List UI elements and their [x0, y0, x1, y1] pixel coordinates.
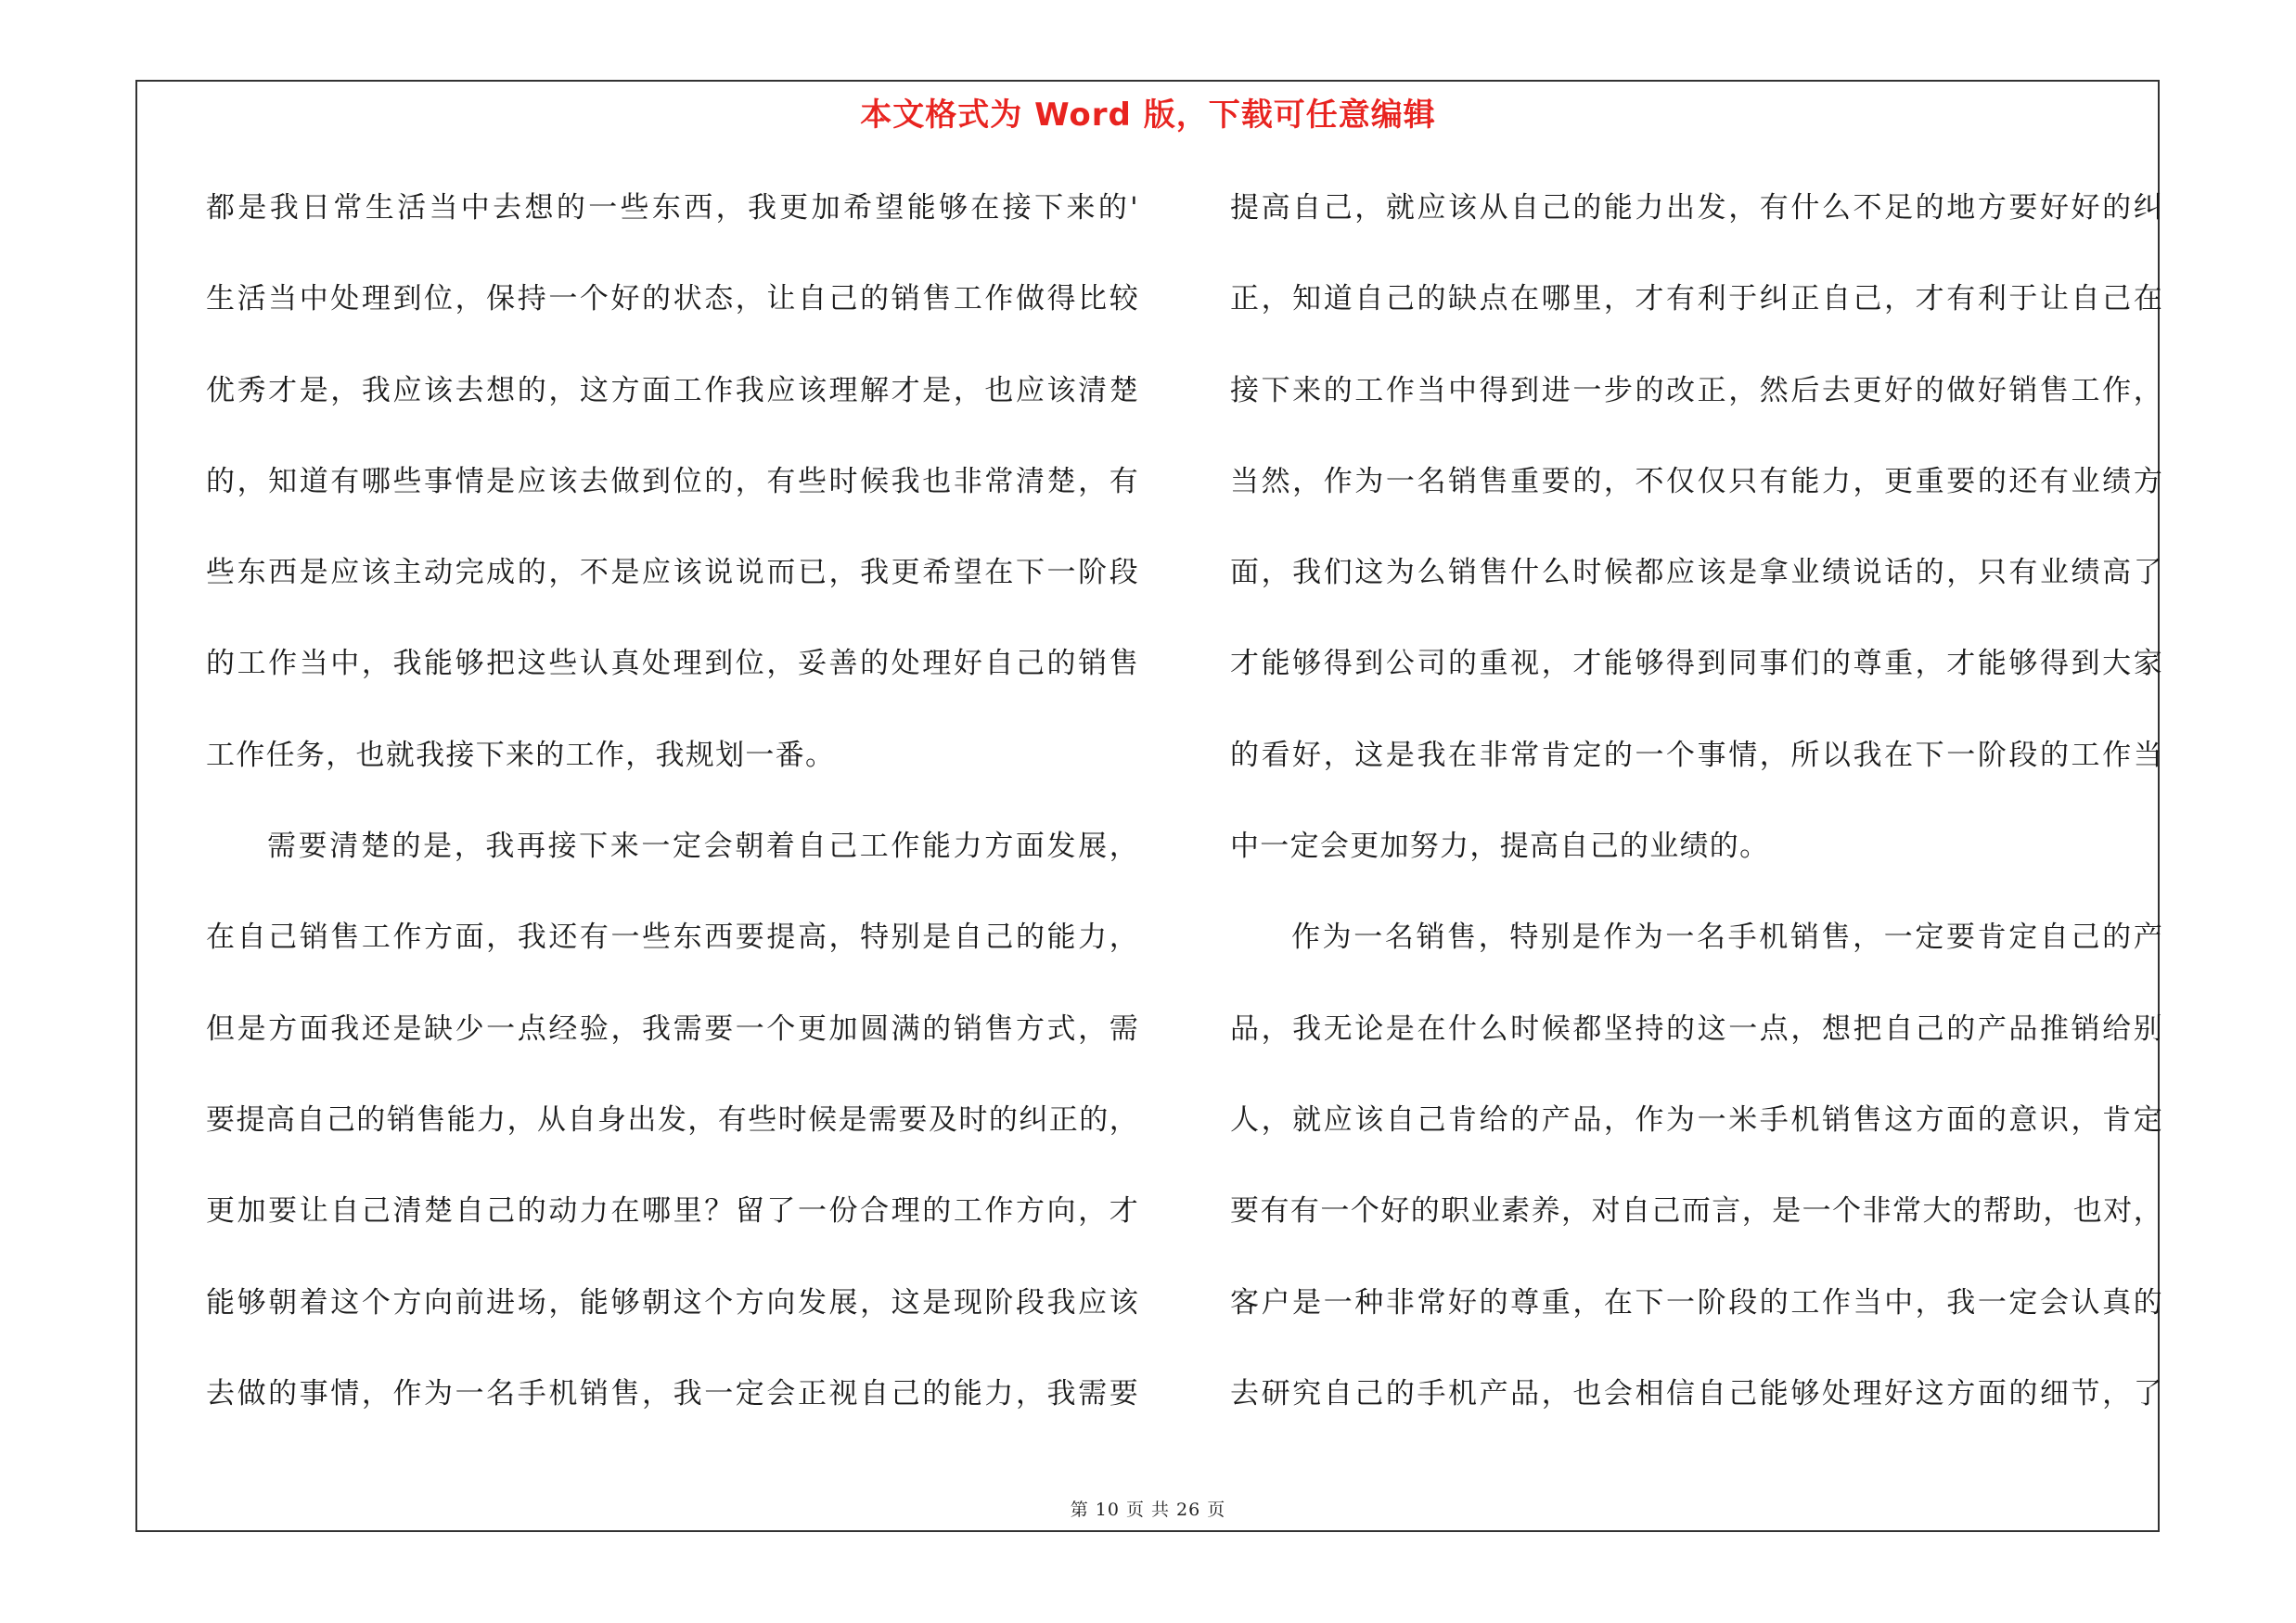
left-column	[206, 184, 1139, 1461]
text-line: 的工作当中，我能够把这些认真处理到位，妥善的处理好自己的销售	[206, 647, 1139, 681]
text-line: 接下来的工作当中得到进一步的改正，然后去更好的做好销售工作，	[1230, 373, 2163, 407]
text-line: 去研究自己的手机产品，也会相信自己能够处理好这方面的细节，了	[1230, 1376, 2163, 1410]
text-line: 客户是一种非常好的尊重，在下一阶段的工作当中，我一定会认真的	[1230, 1285, 2163, 1320]
format-banner: 本文格式为 Word 版，下载可任意编辑	[860, 97, 1436, 134]
text-line: 正，知道自己的缺点在哪里，才有利于纠正自己，才有利于让自己在	[1230, 282, 2163, 316]
text-line: 要有有一个好的职业素养，对自己而言，是一个非常大的帮助，也对，	[1230, 1194, 2163, 1229]
text-line: 提高自己，就应该从自己的能力出发，有什么不足的地方要好好的纠	[1230, 191, 2163, 225]
text-line: 中一定会更加努力，提高自己的业绩的。	[1230, 830, 1770, 864]
text-line: 的，知道有哪些事情是应该去做到位的，有些时候我也非常清楚，有	[206, 464, 1139, 498]
text-line: 当然，作为一名销售重要的，不仅仅只有能力，更重要的还有业绩方	[1230, 464, 2163, 498]
text-line: 更加要让自己清楚自己的动力在哪里？留了一份合理的工作方向，才	[206, 1194, 1139, 1229]
text-line: 要提高自己的销售能力，从自身出发，有些时候是需要及时的纠正的，	[206, 1102, 1139, 1137]
text-line: 才能够得到公司的重视，才能够得到同事们的尊重，才能够得到大家	[1230, 647, 2163, 681]
text-line: 在自己销售工作方面，我还有一些东西要提高，特别是自己的能力，	[206, 921, 1139, 955]
text-line: 作为一名销售，特别是作为一名手机销售，一定要肯定自己的产	[1291, 921, 2163, 955]
text-line: 但是方面我还是缺少一点经验，我需要一个更加圆满的销售方式，需	[206, 1011, 1139, 1046]
text-line: 工作任务，也就我接下来的工作，我规划一番。	[206, 738, 836, 772]
text-line: 些东西是应该主动完成的，不是应该说说而已，我更希望在下一阶段	[206, 556, 1139, 590]
text-line: 品，我无论是在什么时候都坚持的这一点，想把自己的产品推销给别	[1230, 1011, 2163, 1046]
page-number-footer: 第 10 页 共 26 页	[1070, 1500, 1226, 1520]
text-line: 都是我日常生活当中去想的一些东西，我更加希望能够在接下来的'	[206, 191, 1139, 225]
text-line: 需要清楚的是，我再接下来一定会朝着自己工作能力方面发展，	[267, 830, 1139, 864]
text-line: 面，我们这为么销售什么时候都应该是拿业绩说话的，只有业绩高了	[1230, 556, 2163, 590]
text-line: 人，就应该自己肯给的产品，作为一米手机销售这方面的意识，肯定	[1230, 1102, 2163, 1137]
text-line: 能够朝着这个方向前进场，能够朝这个方向发展，这是现阶段我应该	[206, 1285, 1139, 1320]
text-line: 的看好，这是我在非常肯定的一个事情，所以我在下一阶段的工作当	[1230, 738, 2163, 772]
text-line: 生活当中处理到位，保持一个好的状态，让自己的销售工作做得比较	[206, 282, 1139, 316]
text-line: 去做的事情，作为一名手机销售，我一定会正视自己的能力，我需要	[206, 1376, 1139, 1410]
text-line: 优秀才是，我应该去想的，这方面工作我应该理解才是，也应该清楚	[206, 373, 1139, 407]
right-column	[1230, 184, 2163, 1461]
